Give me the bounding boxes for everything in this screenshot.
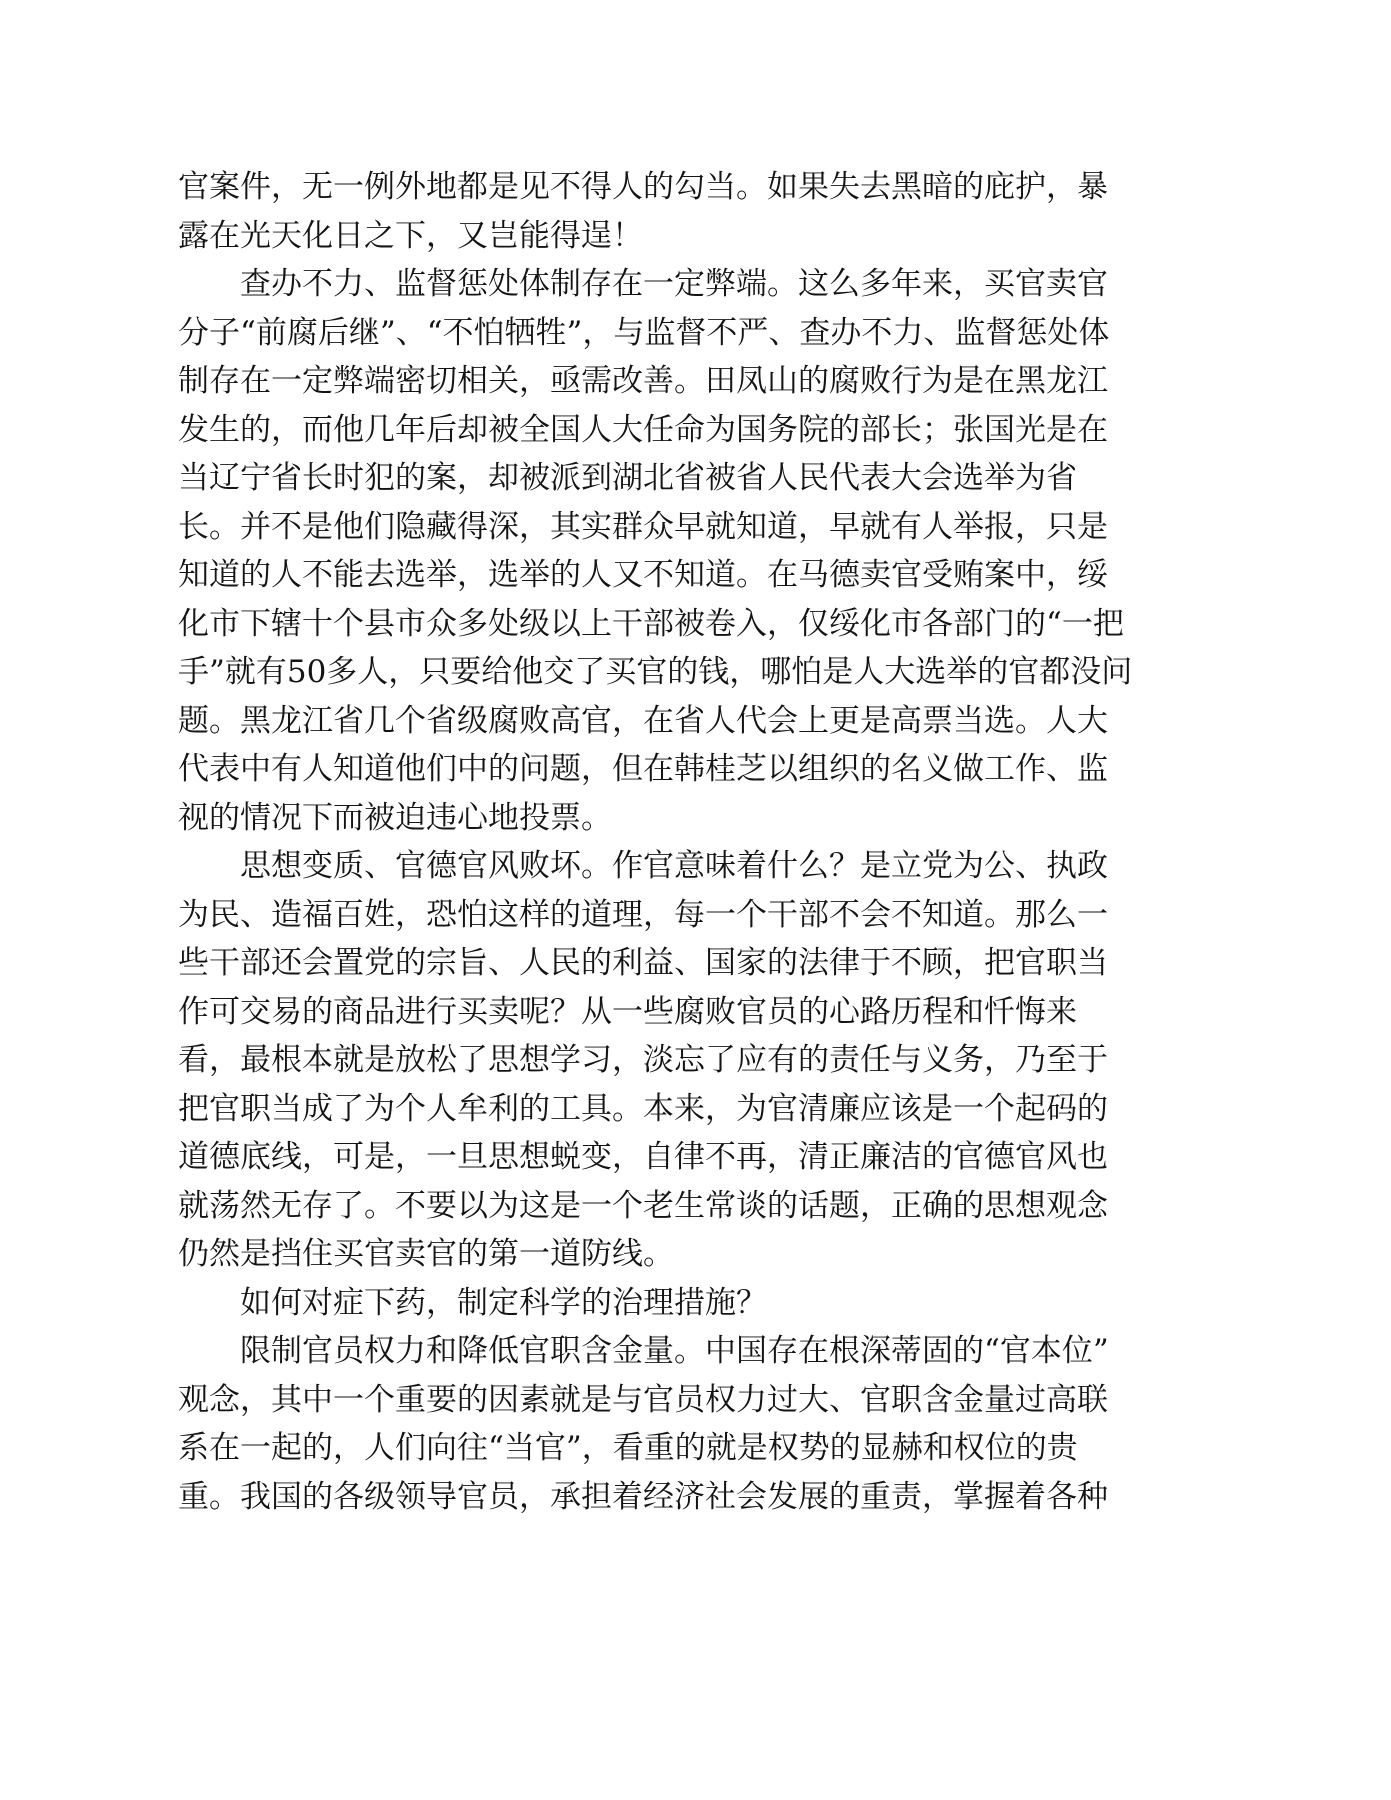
text-line: 思想变质、官德官风败坏。作官意味着什么？是立党为公、执政 [178, 848, 1108, 884]
text-line: 道德底线，可是，一旦思想蜕变，自律不再，清正廉洁的官德官风也 [178, 1139, 1108, 1175]
text-line: 视的情况下而被迫违心地投票。 [178, 799, 612, 836]
text-line: 些干部还会置党的宗旨、人民的利益、国家的法律于不顾，把官职当 [178, 945, 1108, 981]
text-line: 长。并不是他们隐藏得深，其实群众早就知道，早就有人举报，只是 [178, 508, 1108, 545]
body-text [178, 163, 1218, 1521]
text-line: 为民、造福百姓，恐怕这样的道理，每一个干部不会不知道。那么一 [178, 896, 1108, 933]
text-line: 分子“前腐后继”、“不怕牺牲”，与监督不严、查办不力、监督惩处体 [178, 314, 1110, 351]
text-line: 代表中有人知道他们中的问题，但在韩桂芝以组织的名义做工作、监 [178, 751, 1108, 787]
text-line: 发生的，而他几年后却被全国人大任命为国务院的部长；张国光是在 [178, 411, 1108, 448]
text-line: 作可交易的商品进行买卖呢？从一些腐败官员的心路历程和忏悔来 [178, 993, 1077, 1030]
text-line: 化市下辖十个县市众多处级以上干部被卷入，仅绥化市各部门的“一把 [178, 605, 1124, 642]
text-line: 就荡然无存了。不要以为这是一个老生常谈的话题，正确的思想观念 [178, 1187, 1108, 1224]
text-line: 题。黑龙江省几个省级腐败高官，在省人代会上更是高票当选。人大 [178, 702, 1108, 739]
text-line: 如何对症下药，制定科学的治理措施？ [178, 1284, 767, 1321]
text-line: 官案件，无一例外地都是见不得人的勾当。如果失去黑暗的庇护，暴 [178, 169, 1108, 205]
text-line: 限制官员权力和降低官职含金量。中国存在根深蒂固的“官本位” [178, 1333, 1109, 1369]
text-line: 手”就有50多人，只要给他交了买官的钱，哪怕是人大选举的官都没问 [178, 654, 1133, 690]
text-line: 仍然是挡住买官卖官的第一道防线。 [178, 1236, 674, 1272]
text-line: 观念，其中一个重要的因素就是与官员权力过大、官职含金量过高联 [178, 1381, 1108, 1418]
text-line: 知道的人不能去选举，选举的人又不知道。在马德卖官受贿案中，绥 [178, 557, 1108, 593]
text-line: 露在光天化日之下，又岂能得逞！ [178, 217, 643, 254]
text-line: 当辽宁省长时犯的案，却被派到湖北省被省人民代表大会选举为省 [178, 460, 1077, 496]
text-line: 制存在一定弊端密切相关，亟需改善。田凤山的腐败行为是在黑龙江 [178, 363, 1108, 399]
text-line: 重。我国的各级领导官员，承担着经济社会发展的重责，掌握着各种 [178, 1478, 1108, 1515]
text-line: 看，最根本就是放松了思想学习，淡忘了应有的责任与义务，乃至于 [178, 1042, 1108, 1078]
text-line: 把官职当成了为个人牟利的工具。本来，为官清廉应该是一个起码的 [178, 1090, 1108, 1127]
text-line: 查办不力、监督惩处体制存在一定弊端。这么多年来，买官卖官 [178, 266, 1108, 302]
text-line: 系在一起的，人们向往“当官”，看重的就是权势的显赫和权位的贵 [178, 1430, 1078, 1466]
